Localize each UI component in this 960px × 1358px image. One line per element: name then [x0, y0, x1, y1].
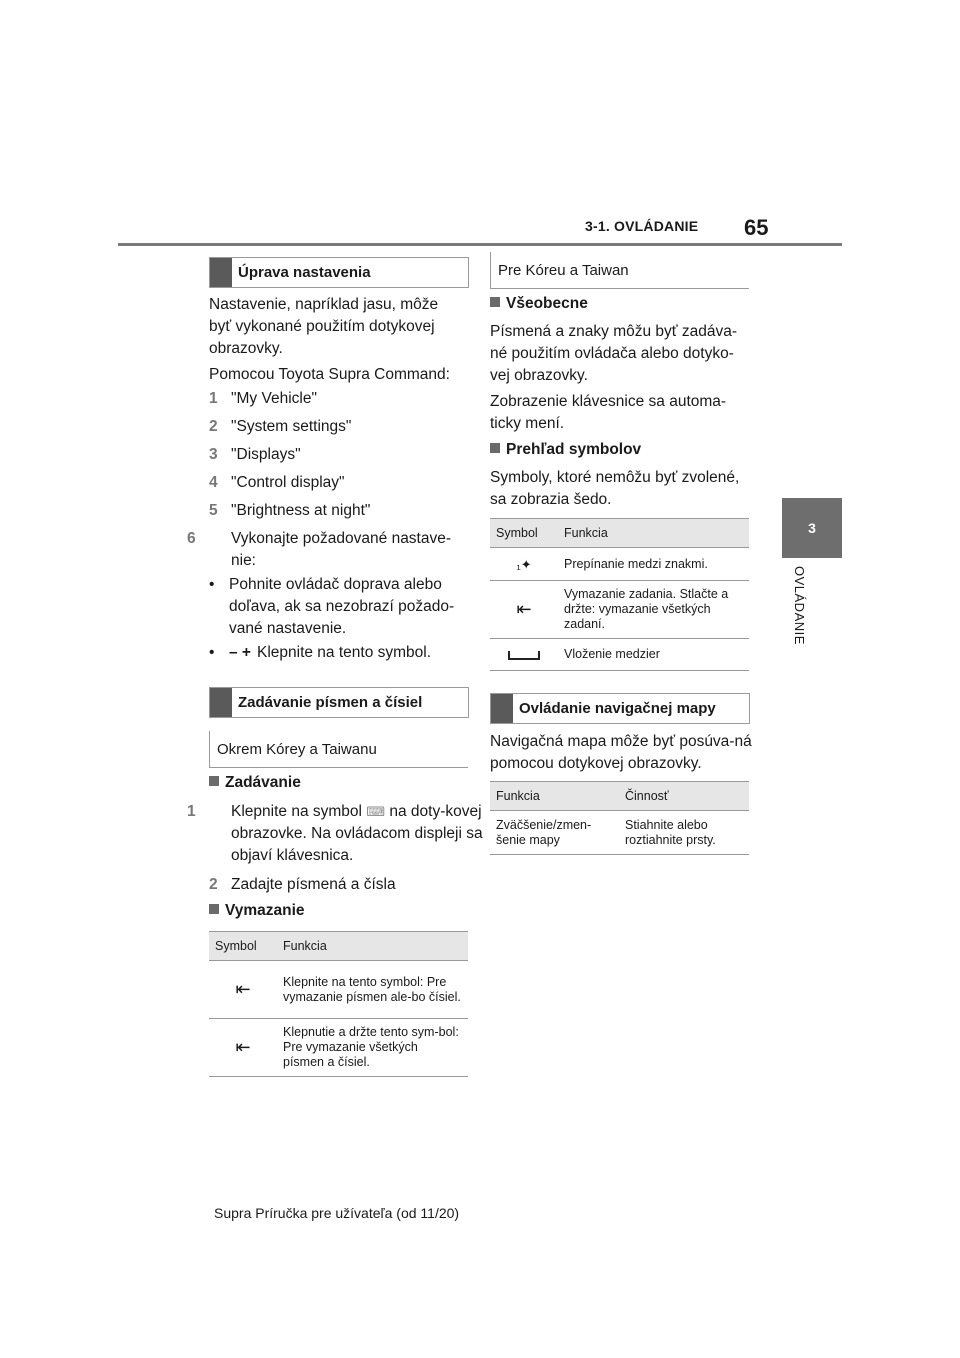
chapter-label: OVLÁDANIE	[792, 566, 807, 645]
paragraph: Navigačná mapa môže byť posúva-ná pomocou dotykovej obrazovky.	[490, 733, 752, 772]
table-row	[209, 1019, 468, 1077]
box-uprava-nastavenia	[209, 257, 469, 288]
zad-step: 2 Zadajte písmená a čísla	[209, 876, 396, 893]
box-title: Zadávanie písmen a čísiel	[238, 694, 423, 711]
space-icon	[490, 639, 558, 671]
box-marker	[210, 688, 232, 717]
box-zadavanie	[209, 687, 469, 718]
switch-characters-icon: ₁✦	[490, 548, 558, 581]
table-cell: Prepínanie medzi znakmi.	[558, 548, 749, 581]
section-header: 3-1. OVLÁDANIE	[585, 218, 699, 234]
box-subtitle: Pre Kóreu a Taiwan	[490, 252, 749, 289]
step-item: 5 "Brightness at night"	[209, 502, 371, 519]
intro-paragraph: Nastavenie, napríklad jasu, môže byť vykonané použitím dotykovej obrazovky.	[209, 296, 439, 357]
paragraph: Písmená a znaky môžu byť zadáva-né použitím ovládača alebo dotyko-vej obrazovky.	[490, 323, 738, 384]
box-navigacia	[490, 693, 750, 724]
delete-icon: ⇤	[209, 961, 277, 1019]
table-cell: Stiahnite alebo roztiahnite prsty.	[619, 811, 749, 855]
table-row	[490, 639, 749, 671]
heading-prehlad: Prehľad symbolov	[490, 441, 641, 459]
heading-vseobecne: Všeobecne	[490, 295, 588, 313]
step-item: 3 "Displays"	[209, 446, 301, 463]
table-cell: Klepnite na tento symbol: Pre vymazanie písmen ale-bo čísiel.	[277, 961, 468, 1019]
table-header: Činnosť	[619, 782, 749, 811]
steps-list	[187, 388, 469, 572]
delete-icon: ⇤	[209, 1019, 277, 1077]
paragraph: Zobrazenie klávesnice sa automa-ticky mení.	[490, 393, 727, 432]
table-cell: Klepnutie a držte tento sym-bol: Pre vymazanie všetkých písmen a čísiel.	[277, 1019, 468, 1077]
navigation-table	[490, 781, 749, 855]
footer-text: Supra Príručka pre užívateľa (od 11/20)	[214, 1205, 460, 1221]
table-header: Funkcia	[558, 519, 749, 548]
box-marker	[491, 694, 513, 723]
header-rule	[118, 243, 842, 246]
table-header: Symbol	[490, 519, 558, 548]
step-item: 4 "Control display"	[209, 474, 345, 491]
box-title: Úprava nastavenia	[238, 264, 371, 281]
square-bullet-icon	[490, 297, 500, 307]
heading-zadavanie: Zadávanie	[209, 774, 301, 792]
bullet-item: • Pohnite ovládač doprava alebo doľava, ak sa nezobrazí požado-vané nastavenie.	[209, 576, 455, 637]
square-bullet-icon	[209, 776, 219, 786]
square-bullet-icon	[490, 443, 500, 453]
table-row	[490, 581, 749, 639]
bullet-item: • – + Klepnite na tento symbol.	[209, 644, 432, 661]
chapter-tab: 3	[782, 498, 842, 558]
table-row	[490, 548, 749, 581]
symbol-table	[490, 518, 749, 671]
box-title: Ovládanie navigačnej mapy	[519, 700, 716, 717]
table-row	[490, 811, 749, 855]
step-item: 1 "My Vehicle"	[209, 390, 317, 407]
box-marker	[210, 258, 232, 287]
delete-icon: ⇤	[490, 581, 558, 639]
zad-step: 1 Klepnite na symbol ⌨ na doty-kovej obrazovke. Na ovládacom displeji sa objaví klávesnica.	[187, 803, 483, 864]
delete-table	[209, 931, 468, 1077]
box-subtitle: Okrem Kórey a Taiwanu	[209, 731, 468, 768]
square-bullet-icon	[209, 904, 219, 914]
table-cell: Vymazanie zadania. Stlačte a držte: vymazanie všetkých zadaní.	[558, 581, 749, 639]
keyboard-symbol-icon: ⌨	[366, 804, 386, 819]
page-number: 65	[744, 215, 769, 240]
heading-vymazanie: Vymazanie	[209, 902, 305, 920]
paragraph: Symboly, ktoré nemôžu byť zvolené, sa zobrazia šedo.	[490, 469, 740, 508]
table-cell: Vloženie medzier	[558, 639, 749, 671]
table-header: Funkcia	[277, 932, 468, 961]
table-cell: Zväčšenie/zmen-šenie mapy	[490, 811, 619, 855]
minus-plus-icon: – +	[229, 644, 251, 661]
command-line: Pomocou Toyota Supra Command:	[209, 366, 450, 383]
step-item: 2 "System settings"	[209, 418, 352, 435]
table-row	[209, 961, 468, 1019]
step-item: 6 Vykonajte požadované nastave-nie:	[187, 530, 452, 569]
table-header: Symbol	[209, 932, 277, 961]
table-header: Funkcia	[490, 782, 619, 811]
